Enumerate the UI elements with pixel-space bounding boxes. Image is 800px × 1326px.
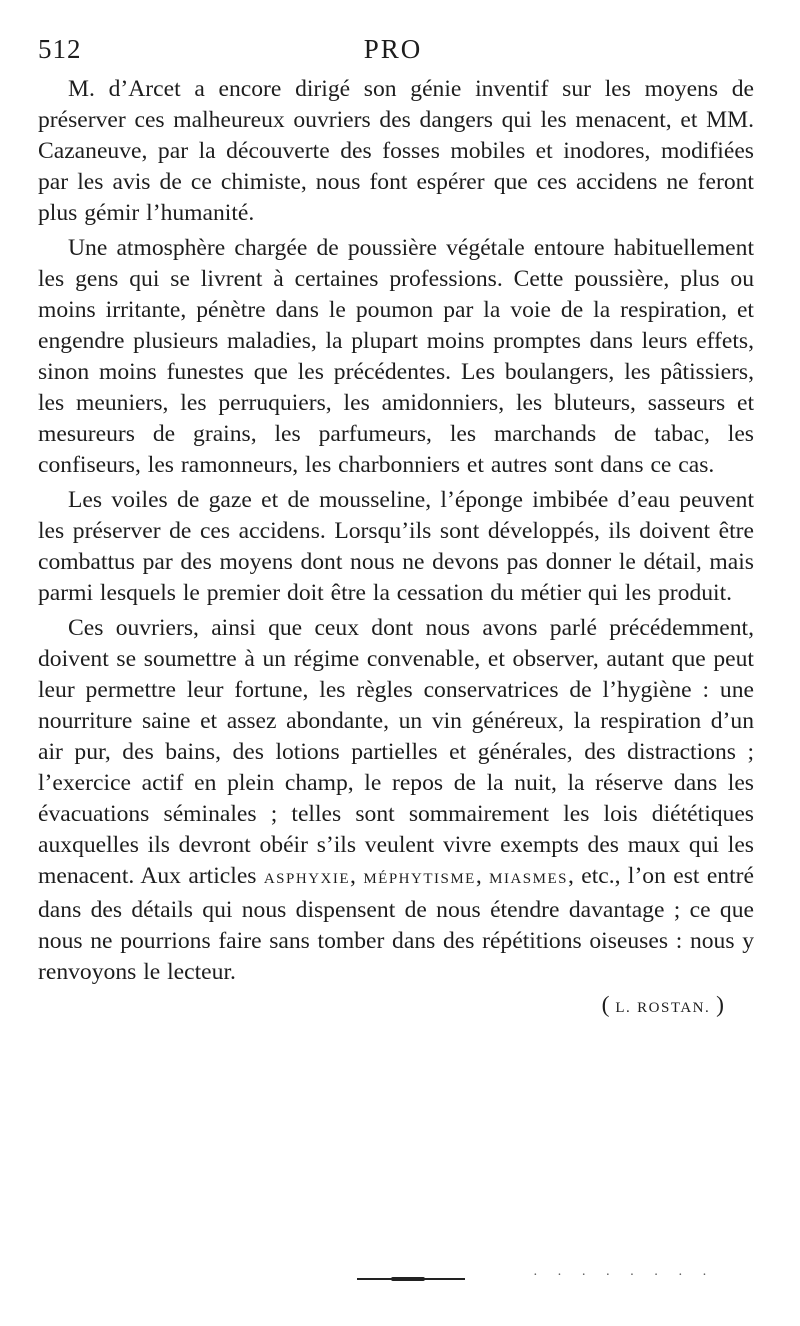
signature-open-paren: ( — [601, 992, 610, 1018]
signature-close-paren: ) — [716, 992, 724, 1018]
reference-asphyxie: ASPHYXIE — [263, 871, 351, 887]
paragraph-4-text-before-references: Ces ouvriers, ainsi que ceux dont nous avons parlé précédemment, doivent se soumettre à un régime convenable, et observer, autant que peut leur permettre leur fortune, les règles conservatrices de l’hygiène : une nourriture saine et assez abondante, un vin généreux, la respiration d’un air pur, des bains, des lotions partielles et générales, des distractions ; l’exercice actif en plein champ, le repos de la nuit, la réserve dans les évacuations séminales ; telles sont sommairement les lois diététiques auxquelles ils devront obéir s’ils veulent vivre exempts des maux qui les menacent. Aux articles — [38, 615, 754, 889]
reference-separator-2: , — [475, 863, 482, 889]
paragraph-1: M. d’Arcet a encore dirigé son génie inventif sur les moyens de préserver ces malheureux ouvriers des dangers qui les menacent, et MM. Cazaneuve, par la découverte des fosses mobiles et inodores, modifiées par les avis de ce chimiste, nous font espérer que ces accidens ne feront plus gémir l’humanité. — [38, 76, 754, 226]
page-number: 512 — [38, 34, 82, 64]
paragraph-2: Une atmosphère chargée de poussière végétale entoure habituellement les gens qui se livrent à certaines professions. Cette poussière, plus ou moins irritante, pénètre dans le poumon par la voie de la respiration, et engendre plusieurs maladies, la plupart moins promptes dans leurs effets, sinon moins funestes que les précédentes. Les boulangers, les pâtissiers, les meuniers, les perruquiers, les amidonniers, les bluteurs, sasseurs et mesureurs de grains, les parfumeurs, les marchands de tabac, les confiseurs, les ramonneurs, les charbonniers et autres sont dans ce cas. — [38, 235, 754, 478]
signature-surname: ROSTAN. — [637, 1000, 711, 1016]
reference-mephytisme: MÉPHYTISME — [363, 871, 476, 887]
signature-line — [38, 990, 754, 1024]
section-end-rule — [357, 1278, 465, 1280]
reference-separator-1: , — [350, 863, 356, 889]
paragraph-4 — [38, 613, 754, 988]
print-specks: · · · · · · · · — [533, 1268, 715, 1283]
paragraph-4-text-after-references: , etc., l’on est entré dans des détails qui nous dispensent de nous étendre davantage ; ce que nous ne pourrions faire sans tomber dans des répétitions oiseuses : nous y renvoyons le lecteur. — [38, 863, 754, 985]
signature-initial: L. — [615, 1000, 632, 1016]
author-signature — [602, 990, 724, 1024]
running-title: PRO — [363, 34, 423, 64]
paragraph-3: Les voiles de gaze et de mousseline, l’éponge imbibée d’eau peuvent les préserver de ces accidens. Lorsqu’ils sont développés, ils doivent être combattus par des moyens dont nous ne devons pas donner le détail, mais parmi lesquels le premier doit être la cessation du métier qui les produit. — [38, 487, 754, 606]
running-head — [38, 34, 748, 70]
reference-miasmes: MIASMES — [489, 871, 568, 887]
article-body — [38, 74, 754, 1024]
